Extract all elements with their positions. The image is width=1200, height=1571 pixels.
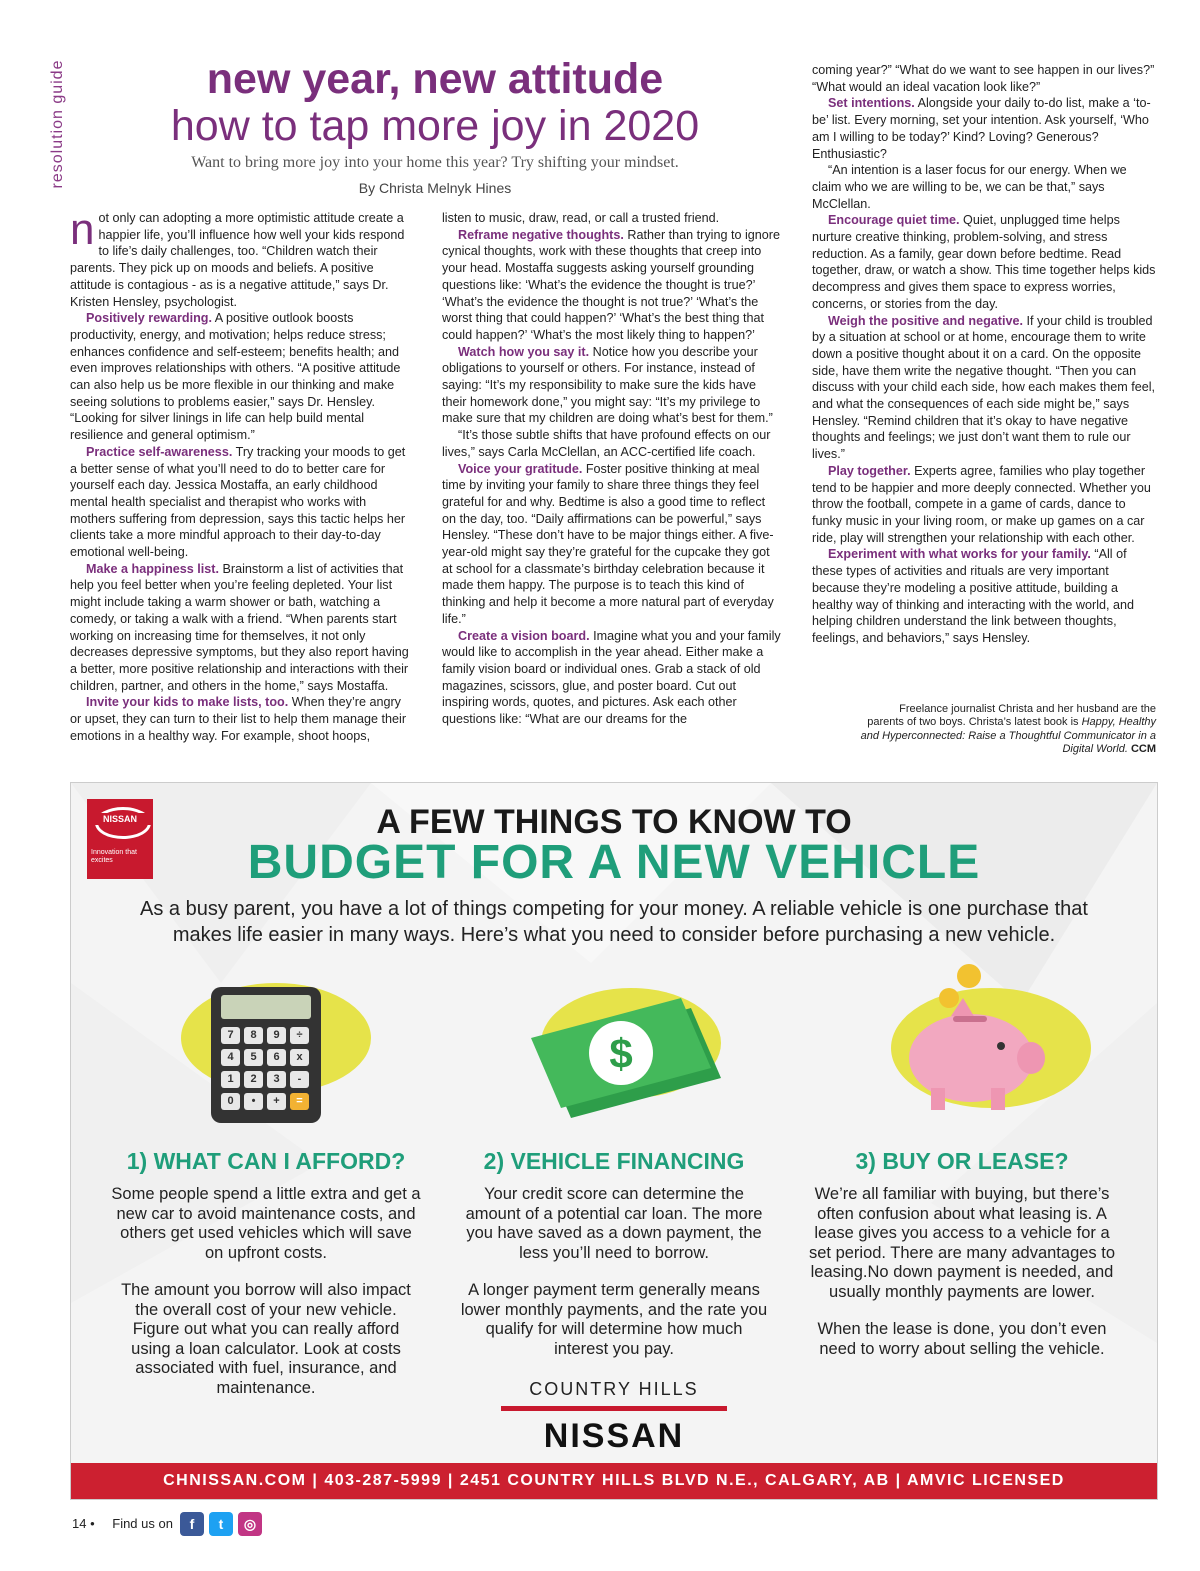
section-tab-label: resolution guide — [49, 59, 66, 189]
dealer-name-line1: COUNTRY HILLS — [529, 1379, 699, 1399]
section-tab — [40, 60, 70, 200]
ad-column-text: When the lease is done, you don’t even need to worry about selling the vehicle. — [817, 1320, 1107, 1358]
paragraph: Notice how you describe your obligations to yourself or others. For instance, instead of saying: “It’s my responsibility to make sure the kids have their homework done,” you might say: “It’s my privilege to make sure that my children are doing what’s best for them.” — [442, 344, 773, 426]
money-icon — [521, 988, 741, 1118]
drop-cap: n — [70, 205, 95, 254]
paragraph: Rather than trying to ignore cynical thoughts, work with these thoughts that creep into your head. Mostaffa suggests asking yourself grounding questions like: ‘What’s the evidence the thought is true?’ ‘What’s the evidence the thought is not true?’ ‘What’s the worst thing that could happen?’ ‘What’s the best thing that could happen?’ ‘What’s the most likely thing to happen?’ — [442, 227, 780, 342]
calculator-key: 9 — [267, 1027, 286, 1044]
logo-tagline: Innovation that excites — [91, 849, 137, 864]
paragraph: Alongside your daily to-do list, make a ‘to-be’ list. Every morning, set your intention. Ask yourself, ‘Who am I willing to be today?’ Kind? Loving? Generous? Enthusiastic? — [812, 96, 1151, 161]
paragraph: Foster positive thinking at meal time by inviting your family to share three things they feel grateful for and why. Bedtime is also a good time to reflect on the day, too. “Daily affirmations can be powerful,” says Hensley. “These don’t have to be major things either. A five-year-old might say they’re grateful for the cupcake they got at school for a classmate’s birthday celebration because it made them happy. The purpose is to teach this kind of thinking and help it become a more natural part of everyday life.” — [442, 461, 774, 626]
section-heading: Voice your gratitude. — [458, 461, 583, 476]
section-heading: Watch how you say it. — [458, 344, 590, 359]
section-heading: Weigh the positive and negative. — [828, 313, 1024, 328]
ad-column-heading: 1) WHAT CAN I AFFORD? — [126, 1148, 406, 1174]
section-heading: Positively rewarding. — [86, 311, 212, 326]
calculator-key: 1 — [221, 1071, 240, 1088]
article-column-1 — [70, 205, 410, 745]
paragraph: “All of these types of activities and rituals are very important because they’re modeling a positive attitude, building a healthy way of thinking and interacting with the world, and helping children understand the link between thoughts, feelings, and behaviors,” says Hensley. — [812, 547, 1135, 645]
calculator-key: x — [290, 1049, 309, 1066]
article-column-2 — [442, 210, 782, 728]
paragraph: Imagine what you and your family would like to accomplish in the year ahead. Either make a family vision board or individual ones. Grab a stack of old magazines, scissors, glue, and poster board. Cut out inspiring words, quotes, and pictures. Ask each other questions like: “What are our dreams for the — [442, 628, 781, 727]
ccm-mark: CCM — [1130, 743, 1156, 756]
ad-column-text: We’re all familiar with buying, but there’s often confusion about what leasing is. A lease gives you access to a vehicle for a set period. There are many advantages to leasing.No down payment is needed, and usually monthly payments are lower. — [808, 1185, 1116, 1301]
calculator-key: - — [290, 1071, 309, 1088]
section-heading: Reframe negative thoughts. — [458, 227, 624, 242]
calculator-key: + — [267, 1093, 286, 1110]
paragraph: A positive outlook boosts productivity, energy, and motivation; helps reduce stress; enhances confidence and self-esteem; benefits health; and even improves relationships with others. “A positive attitude can also help us be more flexible in our thinking and make seeing solutions to problems easier,” says Dr. Hensley. “Looking for silver linings in life can help build mental resilience and general optimism.” — [70, 311, 401, 443]
calculator-key: 6 — [267, 1049, 286, 1066]
article-column-3 — [812, 62, 1156, 647]
ad-column-afford — [111, 1148, 421, 1416]
ad-heading: A FEW THINGS TO KNOW TO — [376, 803, 852, 841]
calculator-key: 4 — [221, 1049, 240, 1066]
paragraph: Try tracking your moods to get a better sense of what you’ll need to do to better care for yourself each day. Jessica Mostaffa, an early childhood mental health specialist and therapist who works with mothers suffering from depression, says this tactic helps her clients take a more mindful approach to their day-to-day emotional well-being. — [70, 444, 406, 560]
paragraph: “An intention is a laser focus for our energy. When we claim who we are willing to be, we can be that,” says McClellan. — [812, 163, 1127, 211]
paragraph: Brainstorm a list of activities that help you feel better when you’re feeling depleted. Your list might include taking a warm shower or bath, watching a comedy, or taking a walk with a friend. “When parents start working on increasing time for themselves, it not only decreases depressive symptoms, but they also report having a better, more positive relationship and interactions with their children, partner, and others in the home,” says Mostaffa. — [70, 561, 409, 693]
ad-column-text: Some people spend a little extra and get a new car to avoid maintenance costs, and others get used vehicles which will save on upfront costs. — [111, 1185, 421, 1262]
section-heading: Create a vision board. — [458, 628, 590, 643]
section-heading: Play together. — [828, 463, 911, 478]
ad-column-buy-or-lease — [807, 1148, 1117, 1377]
paragraph: When they’re angry or upset, they can turn to their list to help them manage their emotions in a healthy way. For example, shoot hoops, — [70, 695, 407, 743]
section-heading: Experiment with what works for your family. — [828, 547, 1091, 562]
dealer-divider — [501, 1406, 727, 1411]
article-subtitle: Want to bring more joy into your home this year? Try shifting your mindset. — [191, 154, 679, 171]
article-byline: By Christa Melnyk Hines — [358, 180, 512, 196]
calculator-key: 5 — [244, 1049, 263, 1066]
ad-main-heading: BUDGET FOR A NEW VEHICLE — [247, 836, 981, 889]
paragraph: ot only can adopting a more optimistic attitude create a happier life, you’ll influence how well your kids respond to life’s daily challenges, too. “Children watch their parents. They pick up on moods and beliefs. A positive attitude is contagious - as is a negative attitude,” says Dr. Kristen Hensley, psychologist. — [70, 211, 405, 309]
ad-intro: As a busy parent, you have a lot of things competing for your money. A reliable vehicle is one purchase that makes life easier in many ways. Here’s what you need to consider before purchasing a new vehicle. — [140, 898, 1088, 946]
page-number: 14 • — [72, 1516, 95, 1531]
paragraph: Experts agree, families who play together tend to be happier and more deeply connected. Whether you throw the football, compete in a game of cards, dance to funky music in your living room, or make up games on a car ride, play will strengthen your relationship with each other. — [812, 463, 1151, 545]
article-title: new year, new attitude — [206, 55, 664, 103]
calculator-key: 2 — [244, 1071, 263, 1088]
instagram-icon[interactable]: ◎ — [238, 1512, 262, 1536]
paragraph: coming year?” “What do we want to see happen in our lives?” “What would an ideal vacation look like?” — [812, 63, 1155, 94]
section-heading: Encourage quiet time. — [828, 213, 960, 228]
ad-contact-bar[interactable]: CHNISSAN.COM | 403-287-5999 | 2451 COUNTRY HILLS BLVD N.E., CALGARY, AB | AMVIC LICENSED — [71, 1463, 1157, 1499]
calculator-key: = — [290, 1093, 309, 1110]
dealer-logo — [501, 1379, 727, 1456]
calculator-key: ÷ — [290, 1027, 309, 1044]
page-footer — [72, 1516, 173, 1531]
ad-column-text: The amount you borrow will also impact the overall cost of your new vehicle. Figure out what you can really afford using a loan calculator. Look at costs associated with fuel, insurance, and maintenance. — [121, 1281, 411, 1397]
calculator-key: • — [244, 1093, 263, 1110]
facebook-icon[interactable]: f — [180, 1512, 204, 1536]
section-heading: Make a happiness list. — [86, 561, 219, 576]
ad-column-financing — [459, 1148, 769, 1377]
find-us-label: Find us on — [112, 1516, 173, 1531]
book-title: Happy, Healthy and Hyperconnected: Raise a Thoughtful Communicator in a Digital World. — [860, 716, 1156, 756]
paragraph: “It’s those subtle shifts that have profound effects on our lives,” says Carla McClellan, an ACC-certified life coach. — [442, 428, 771, 459]
calculator-key: 8 — [244, 1027, 263, 1044]
calculator-key: 3 — [267, 1071, 286, 1088]
author-bio-text: Freelance journalist Christa and her husband are the parents of two boys. Christa’s latest book is — [867, 703, 1156, 729]
author-bio — [860, 703, 1156, 757]
calculator-key: 0 — [221, 1093, 240, 1110]
dollar-sign: $ — [609, 1030, 633, 1077]
calculator-key: 7 — [221, 1027, 240, 1044]
section-heading: Invite your kids to make lists, too. — [86, 695, 289, 710]
article-title-line2: how to tap more joy in 2020 — [170, 102, 700, 150]
calculator-icon — [211, 987, 321, 1123]
ad-column-heading: 2) VEHICLE FINANCING — [483, 1148, 745, 1174]
paragraph: listen to music, draw, read, or call a trusted friend. — [442, 211, 720, 225]
paragraph: If your child is troubled by a situation at school or at home, encourage them to write down a positive thought about it on a card. On the opposite side, have them write the negative thought. “Then you can discuss with your child each side, how each makes them feel, and what the consequences of each side might be,” says Hensley. “Remind children that it’s okay to have negative thoughts and feelings; we just don’t want them to rule our lives.” — [812, 313, 1155, 462]
ad-column-text: Your credit score can determine the amount of a potential car loan. The more you have saved as a down payment, the less you’ll need to borrow. — [465, 1185, 763, 1262]
paragraph: Quiet, unplugged time helps nurture creative thinking, problem-solving, and stress reduction. As a family, gear down before bedtime. Read together, draw, or watch a show. This time together helps kids decompress and gives them space to express worries, concerns, or stories from the day. — [812, 213, 1156, 311]
ad-column-heading: 3) BUY OR LEASE? — [855, 1148, 1069, 1174]
dealer-name-line2: NISSAN — [543, 1417, 685, 1455]
section-heading: Set intentions. — [828, 96, 915, 111]
logo-wordmark: NISSAN — [89, 813, 151, 825]
twitter-icon[interactable]: t — [209, 1512, 233, 1536]
piggy-bank-icon — [891, 958, 1091, 1128]
nissan-advertisement[interactable] — [70, 782, 1158, 1500]
section-heading: Practice self-awareness. — [86, 444, 233, 459]
ad-column-text: A longer payment term generally means lower monthly payments, and the rate you qualify for will determine how much interest you pay. — [460, 1281, 768, 1358]
